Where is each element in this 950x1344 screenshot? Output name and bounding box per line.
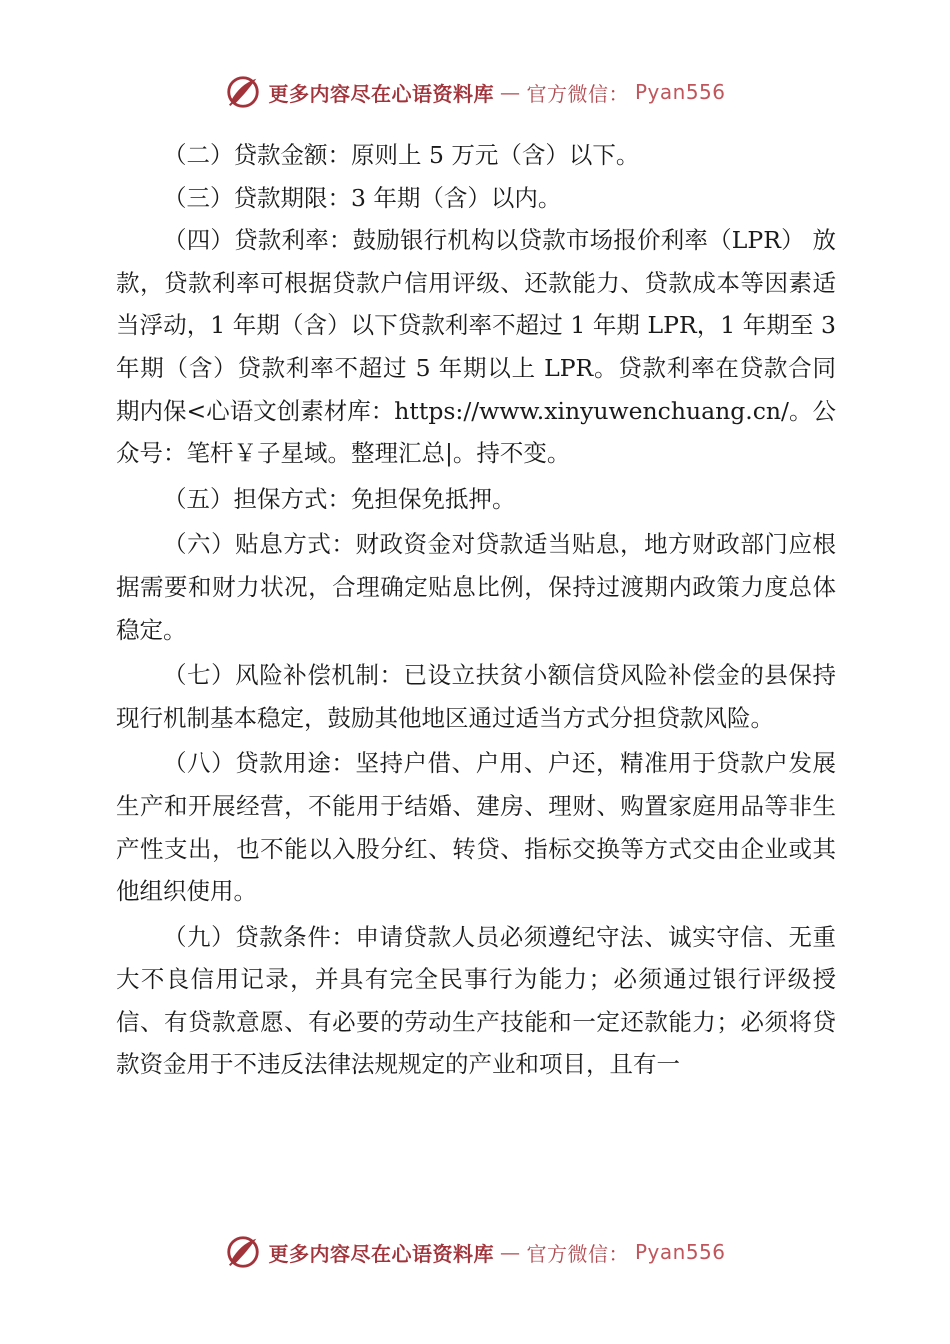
watermark-main-text: 更多内容尽在心语资料库 bbox=[268, 1241, 494, 1266]
paragraph-risk-compensation: （七）风险补偿机制：已设立扶贫小额信贷风险补偿金的县保持现行机制基本稳定，鼓励其他地区通过适当方式分担贷款风险。 bbox=[116, 661, 836, 732]
paragraph-loan-amount: （二）贷款金额：原则上 5 万元（含）以下。 bbox=[163, 141, 640, 169]
logo-icon bbox=[224, 73, 262, 111]
watermark-wechat-id: Pyan556 bbox=[634, 80, 726, 104]
watermark-sub-text: 官方微信： bbox=[526, 81, 629, 106]
document-body bbox=[116, 134, 836, 1086]
watermark-main-text: 更多内容尽在心语资料库 bbox=[268, 81, 494, 106]
paragraph-loan-conditions: （九）贷款条件：申请贷款人员必须遵纪守法、诚实守信、无重大不良信用记录，并具有完全民事行为能力；必须通过银行评级授信、有贷款意愿、有必要的劳动生产技能和一定还款能力；必须将贷款资金用于不违反法律法规规定的产业和项目，且有一 bbox=[116, 922, 836, 1079]
paragraph-guarantee: （五）担保方式：免担保免抵押。 bbox=[163, 484, 516, 513]
paragraph-loan-term: （三）贷款期限：3 年期（含）以内。 bbox=[163, 183, 562, 212]
watermark-wechat-id: Pyan556 bbox=[634, 1240, 726, 1264]
watermark-sub-text: 官方微信： bbox=[526, 1241, 629, 1266]
header-watermark bbox=[0, 70, 950, 114]
paragraph-loan-usage: （八）贷款用途：坚持户借、户用、户还，精准用于贷款户发展生产和开展经营，不能用于结婚、建房、理财、购置家庭用品等非生产性支出，也不能以入股分红、转贷、指标交换等方式交由企业或其他组织使用。 bbox=[116, 749, 836, 906]
logo-icon bbox=[224, 1233, 262, 1271]
paragraph-interest-subsidy: （六）贴息方式：财政资金对贷款适当贴息，地方财政部门应根据需要和财力状况，合理确定贴息比例，保持过渡期内政策力度总体稳定。 bbox=[116, 530, 836, 644]
paragraph-loan-rate: （四）贷款利率：鼓励银行机构以贷款市场报价利率（LPR） 放款，贷款利率可根据贷款户信用评级、还款能力、贷款成本等因素适当浮动，1 年期（含）以下贷款利率不超过 1 年期 LPR，1 年期至 3 年期（含）贷款利率不超过 5 年期以上 LPR。贷款利率在贷款合同期内保<心语文创素材库：https://www.xinyuwenchuang.cn/。公众号：笔杆￥子星域。整理汇总|。持不变。 bbox=[116, 226, 836, 468]
watermark-dash: — bbox=[499, 80, 521, 104]
watermark-dash: — bbox=[499, 1240, 521, 1264]
footer-watermark bbox=[0, 1230, 950, 1274]
